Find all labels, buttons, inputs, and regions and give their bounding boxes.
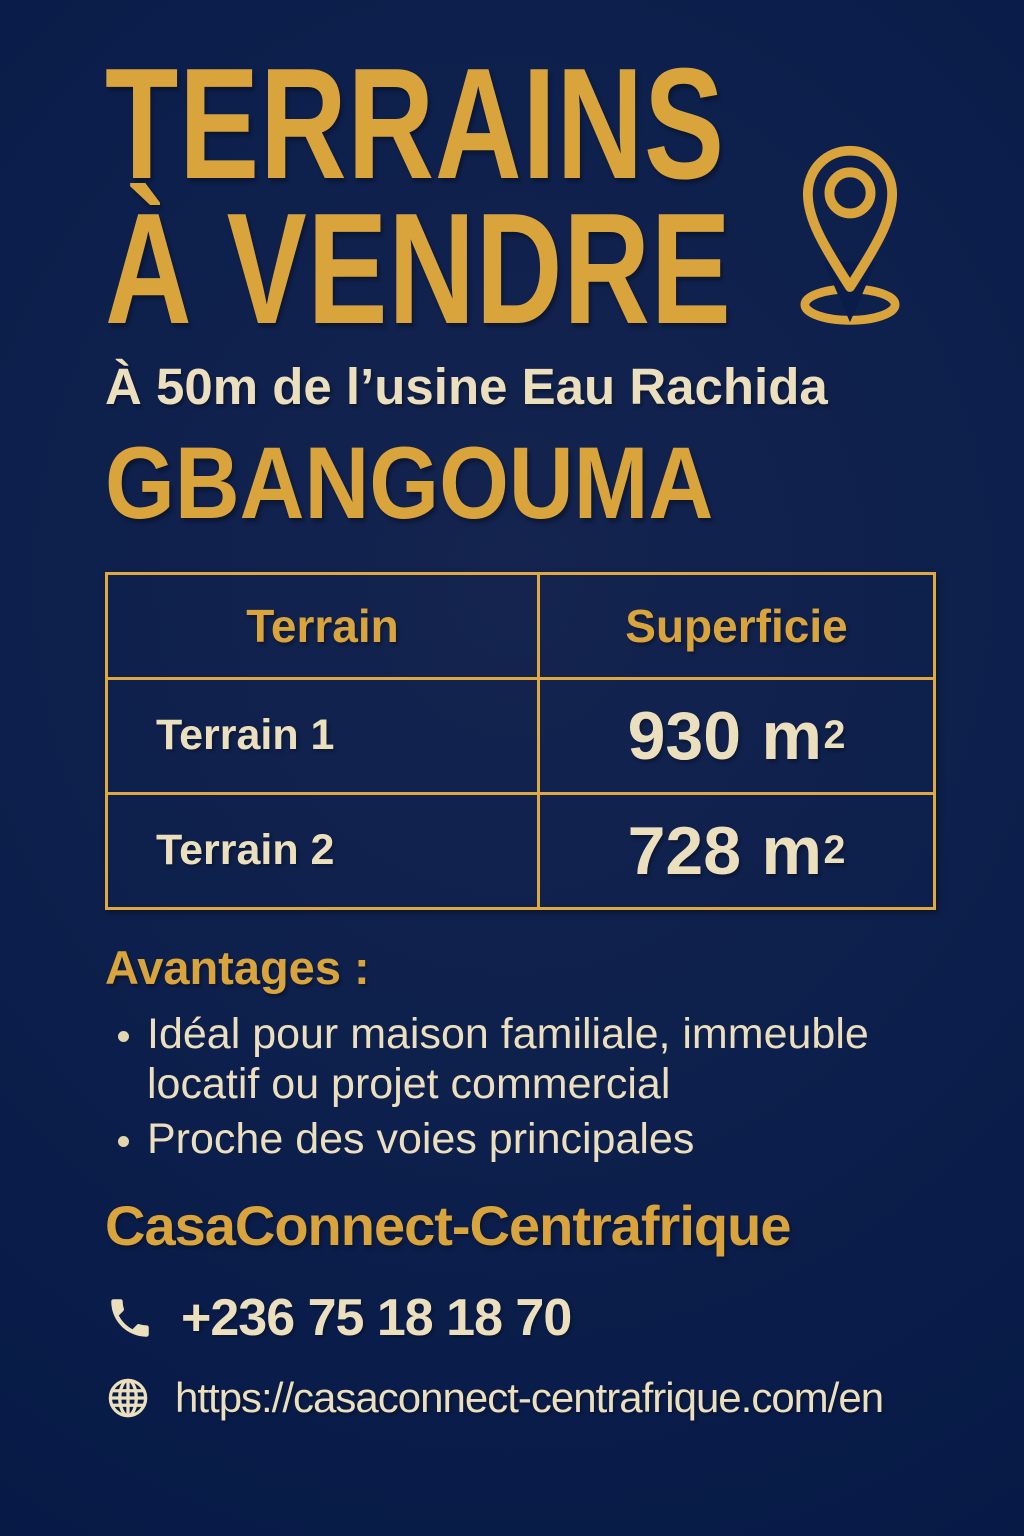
advantages-list xyxy=(105,1009,936,1165)
table-header-superficie xyxy=(537,575,933,677)
land-area-table xyxy=(105,572,936,910)
area-unit-exponent: 2 xyxy=(823,828,846,873)
table-cell-area-2 xyxy=(537,795,933,907)
advantages-heading: Avantages : xyxy=(105,940,370,994)
phone-icon xyxy=(105,1293,155,1343)
table-header-terrain-label: Terrain xyxy=(246,599,399,652)
table-row xyxy=(108,792,933,907)
website-url[interactable]: https://casaconnect-centrafrique.com/en xyxy=(175,1373,884,1421)
subtitle-distance: À 50m de l’usine Eau Rachida xyxy=(105,357,828,415)
company-name: CasaConnect-Centrafrique xyxy=(105,1193,791,1257)
poster-title-line1: TERRAINS xyxy=(105,36,725,212)
table-cell-area-1 xyxy=(537,680,933,792)
table-header-superficie-label: Superficie xyxy=(625,599,848,652)
table-cell-terrain-1: Terrain 1 xyxy=(156,711,335,760)
phone-number[interactable]: +236 75 18 18 70 xyxy=(181,1288,572,1347)
area-unit: m xyxy=(761,812,822,889)
area-value: 930 xyxy=(627,697,742,774)
website-contact[interactable] xyxy=(105,1374,936,1422)
table-header-row xyxy=(108,575,933,677)
table-header-terrain xyxy=(108,575,537,677)
poster-header xyxy=(105,36,936,358)
list-item: • Idéal pour maison familiale, immeuble locatif ou projet commercial xyxy=(147,1009,936,1110)
list-item: • Proche des voies principales xyxy=(147,1114,936,1165)
globe-icon xyxy=(105,1375,151,1421)
poster-title-line2: À VENDRE xyxy=(105,181,732,358)
table-row xyxy=(108,677,933,792)
phone-contact[interactable] xyxy=(105,1288,936,1348)
location-pin-icon xyxy=(788,138,912,334)
area-value: 728 xyxy=(627,812,742,889)
location-name: GBANGOUMA xyxy=(105,425,714,540)
area-unit: m xyxy=(761,697,822,774)
table-cell-terrain-2: Terrain 2 xyxy=(156,826,335,875)
area-unit-exponent: 2 xyxy=(823,713,846,758)
